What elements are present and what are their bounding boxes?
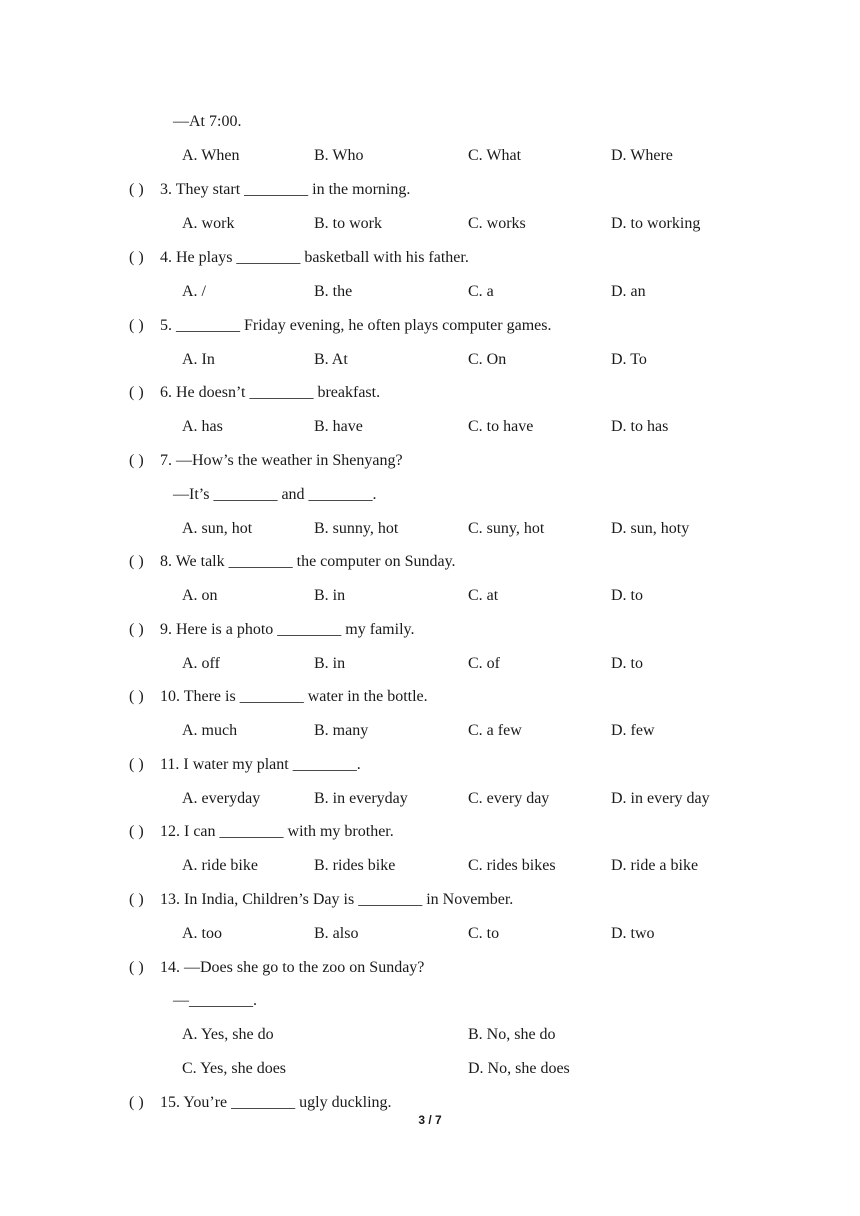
answer-paren: ( ) xyxy=(129,181,144,198)
answer-paren: ( ) xyxy=(129,452,144,469)
answer-paren: ( ) xyxy=(129,384,144,401)
question-4: 4. He plays ________ basketball with his father. xyxy=(160,249,469,266)
q4-option-a: A. / xyxy=(182,283,206,300)
answer-paren: ( ) xyxy=(129,553,144,570)
question-8: 8. We talk ________ the computer on Sunday. xyxy=(160,553,456,570)
page-number: 3 / 7 xyxy=(418,1113,442,1127)
q13-option-c: C. to xyxy=(468,925,500,942)
question-7: 7. —How’s the weather in Shenyang? xyxy=(160,452,403,469)
q4-option-b: B. the xyxy=(314,283,353,300)
q2-option-d: D. Where xyxy=(611,147,673,164)
q2-option-a: A. When xyxy=(182,147,240,164)
q3-option-a: A. work xyxy=(182,215,235,232)
q2-answer-line: —At 7:00. xyxy=(173,113,242,130)
q12-option-b: B. rides bike xyxy=(314,857,396,874)
q8-option-c: C. at xyxy=(468,587,499,604)
q3-option-d: D. to working xyxy=(611,215,701,232)
q11-option-c: C. every day xyxy=(468,790,550,807)
answer-paren: ( ) xyxy=(129,959,144,976)
q14-option-d: D. No, she does xyxy=(468,1060,570,1077)
q14-option-c: C. Yes, she does xyxy=(182,1060,287,1077)
answer-paren: ( ) xyxy=(129,1094,144,1111)
q14-option-a: A. Yes, she do xyxy=(182,1026,274,1043)
answer-paren: ( ) xyxy=(129,756,144,773)
question-14: 14. —Does she go to the zoo on Sunday? xyxy=(160,959,425,976)
q8-option-a: A. on xyxy=(182,587,218,604)
question-5: 5. ________ Friday evening, he often plays computer games. xyxy=(160,317,552,334)
q13-option-d: D. two xyxy=(611,925,655,942)
question-11: 11. I water my plant ________. xyxy=(160,756,361,773)
answer-paren: ( ) xyxy=(129,621,144,638)
question-6: 6. He doesn’t ________ breakfast. xyxy=(160,384,381,401)
answer-paren: ( ) xyxy=(129,249,144,266)
answer-paren: ( ) xyxy=(129,891,144,908)
q4-option-c: C. a xyxy=(468,283,494,300)
q14-option-b: B. No, she do xyxy=(468,1026,556,1043)
answer-paren: ( ) xyxy=(129,688,144,705)
q3-option-c: C. works xyxy=(468,215,526,232)
q7-option-b: B. sunny, hot xyxy=(314,520,399,537)
q3-option-b: B. to work xyxy=(314,215,382,232)
q9-option-c: C. of xyxy=(468,655,500,672)
q10-option-a: A. much xyxy=(182,722,238,739)
q6-option-a: A. has xyxy=(182,418,223,435)
question-9: 9. Here is a photo ________ my family. xyxy=(160,621,415,638)
q13-option-b: B. also xyxy=(314,925,359,942)
q7-option-a: A. sun, hot xyxy=(182,520,253,537)
q2-option-c: C. What xyxy=(468,147,522,164)
q13-option-a: A. too xyxy=(182,925,222,942)
answer-paren: ( ) xyxy=(129,823,144,840)
question-13: 13. In India, Children’s Day is ________ in November. xyxy=(160,891,514,908)
q6-option-c: C. to have xyxy=(468,418,534,435)
q7-option-c: C. suny, hot xyxy=(468,520,545,537)
q11-option-b: B. in everyday xyxy=(314,790,408,807)
q11-option-a: A. everyday xyxy=(182,790,261,807)
q10-option-b: B. many xyxy=(314,722,369,739)
question-10: 10. There is ________ water in the bottle. xyxy=(160,688,428,705)
q8-option-b: B. in xyxy=(314,587,346,604)
q5-option-d: D. To xyxy=(611,351,647,368)
q4-option-d: D. an xyxy=(611,283,646,300)
q5-option-a: A. In xyxy=(182,351,215,368)
question-12: 12. I can ________ with my brother. xyxy=(160,823,394,840)
q7-answer-line: —It’s ________ and ________. xyxy=(173,486,377,503)
q2-option-b: B. Who xyxy=(314,147,364,164)
q5-option-c: C. On xyxy=(468,351,507,368)
q9-option-b: B. in xyxy=(314,655,346,672)
q10-option-d: D. few xyxy=(611,722,655,739)
q12-option-a: A. ride bike xyxy=(182,857,258,874)
q8-option-d: D. to xyxy=(611,587,643,604)
question-3: 3. They start ________ in the morning. xyxy=(160,181,411,198)
q12-option-c: C. rides bikes xyxy=(468,857,556,874)
question-15: 15. You’re ________ ugly duckling. xyxy=(160,1094,392,1111)
q9-option-d: D. to xyxy=(611,655,643,672)
q9-option-a: A. off xyxy=(182,655,220,672)
answer-paren: ( ) xyxy=(129,317,144,334)
q5-option-b: B. At xyxy=(314,351,348,368)
q10-option-c: C. a few xyxy=(468,722,522,739)
q14-answer-line: —________. xyxy=(173,992,257,1009)
q6-option-d: D. to has xyxy=(611,418,669,435)
q12-option-d: D. ride a bike xyxy=(611,857,699,874)
q7-option-d: D. sun, hoty xyxy=(611,520,690,537)
q6-option-b: B. have xyxy=(314,418,363,435)
q11-option-d: D. in every day xyxy=(611,790,710,807)
